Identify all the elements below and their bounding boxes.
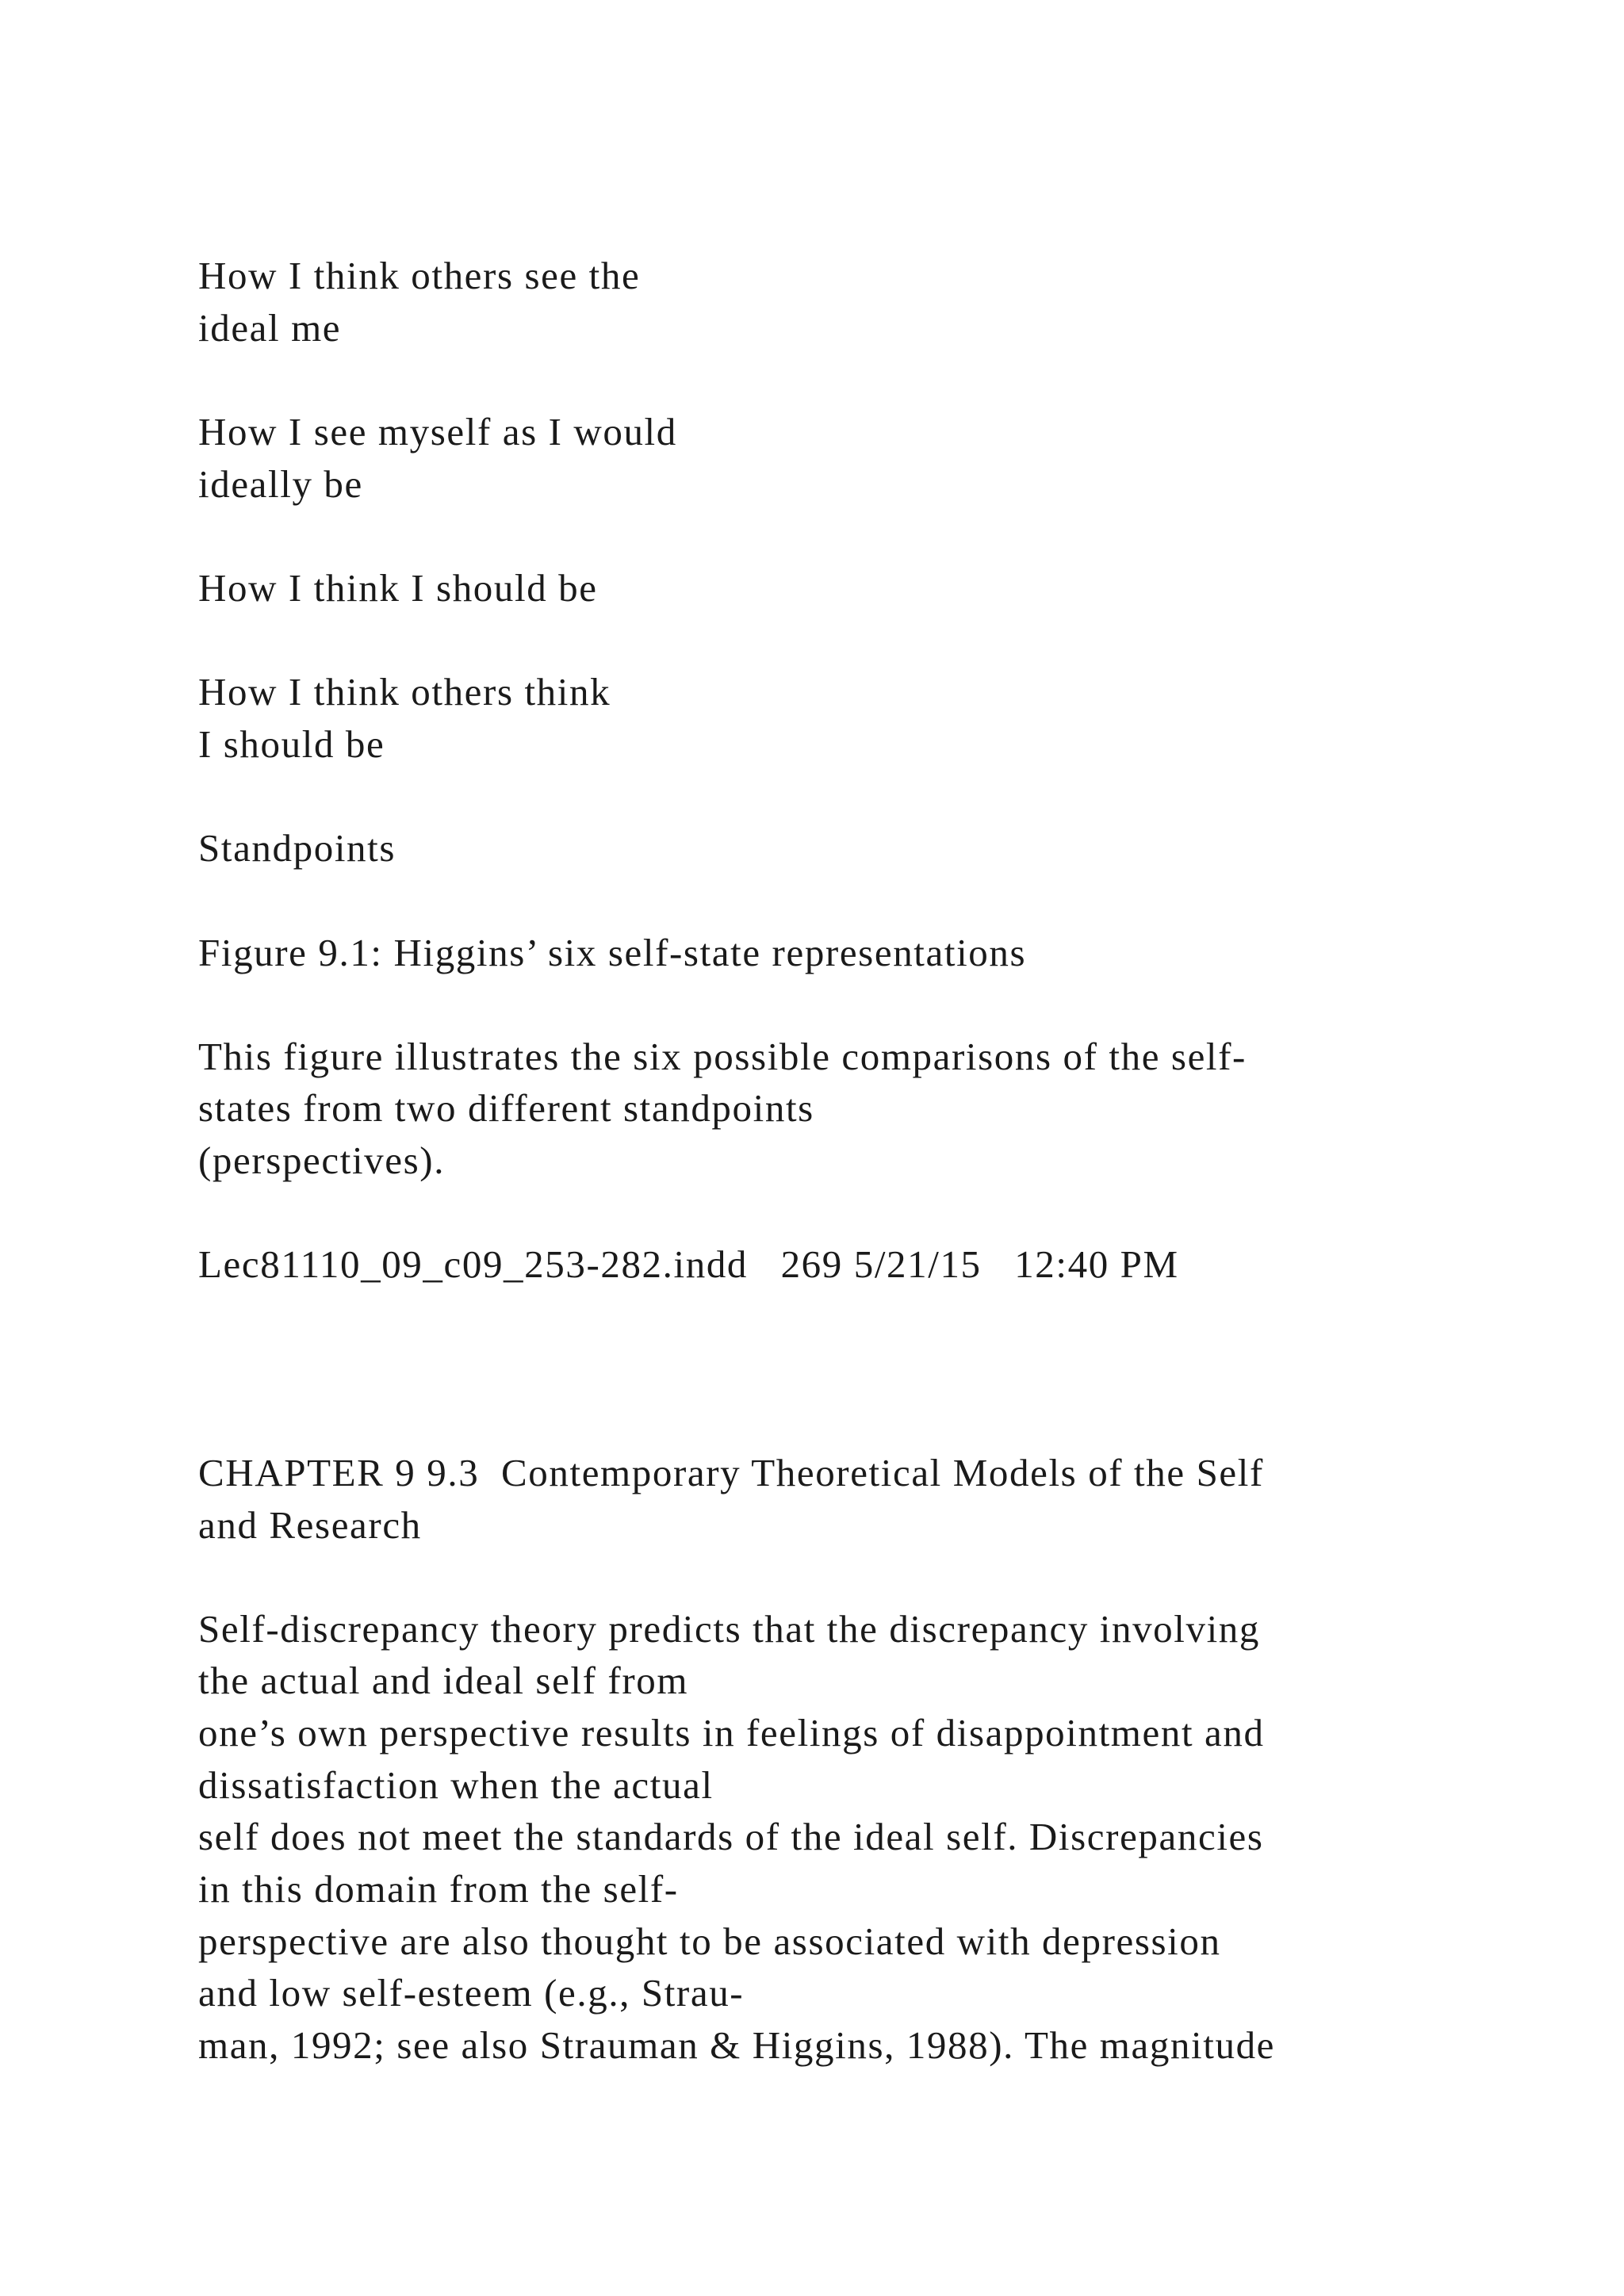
figure-description-line2: states from two different standpoints bbox=[198, 1086, 814, 1130]
diagram-label-standpoints: Standpoints bbox=[198, 826, 396, 870]
figure-caption: Figure 9.1: Higgins’ six self-state representations bbox=[198, 931, 1027, 974]
body-text-line5: self does not meet the standards of the ideal self. Discrepancies bbox=[198, 1815, 1264, 1858]
body-text-line9: man, 1992; see also Strauman & Higgins, 1988). The magnitude bbox=[198, 2023, 1276, 2067]
diagram-label-self-ideal-line2: ideally be bbox=[198, 462, 363, 506]
running-header-line2: and Research bbox=[198, 1503, 422, 1547]
body-text-line7: perspective are also thought to be associated with depression bbox=[198, 1919, 1221, 1963]
body-text-line3: one’s own perspective results in feelings of disappointment and bbox=[198, 1711, 1265, 1755]
running-header-line1: CHAPTER 9 9.3 Contemporary Theoretical Models of the Self bbox=[198, 1451, 1264, 1494]
body-text-line8: and low self-esteem (e.g., Strau- bbox=[198, 1971, 745, 2015]
diagram-label-self-ideal-line1: How I see myself as I would bbox=[198, 410, 677, 453]
diagram-label-others-ought-line2: I should be bbox=[198, 722, 385, 766]
print-slug: Lec81110_09_c09_253-282.indd 269 5/21/15 12:40 PM bbox=[198, 1242, 1179, 1286]
diagram-label-self-ought: How I think I should be bbox=[198, 566, 598, 610]
figure-description-line3: (perspectives). bbox=[198, 1138, 446, 1182]
body-text-line1: Self-discrepancy theory predicts that the discrepancy involving bbox=[198, 1607, 1261, 1651]
body-text-line4: dissatisfaction when the actual bbox=[198, 1763, 714, 1807]
figure-description-line1: This figure illustrates the six possible comparisons of the self- bbox=[198, 1035, 1247, 1078]
body-text-line2: the actual and ideal self from bbox=[198, 1659, 689, 1702]
diagram-label-others-ideal-line2: ideal me bbox=[198, 306, 342, 350]
diagram-label-others-ought-line1: How I think others think bbox=[198, 670, 611, 714]
body-text-line6: in this domain from the self- bbox=[198, 1867, 679, 1911]
diagram-label-others-ideal-line1: How I think others see the bbox=[198, 254, 641, 297]
